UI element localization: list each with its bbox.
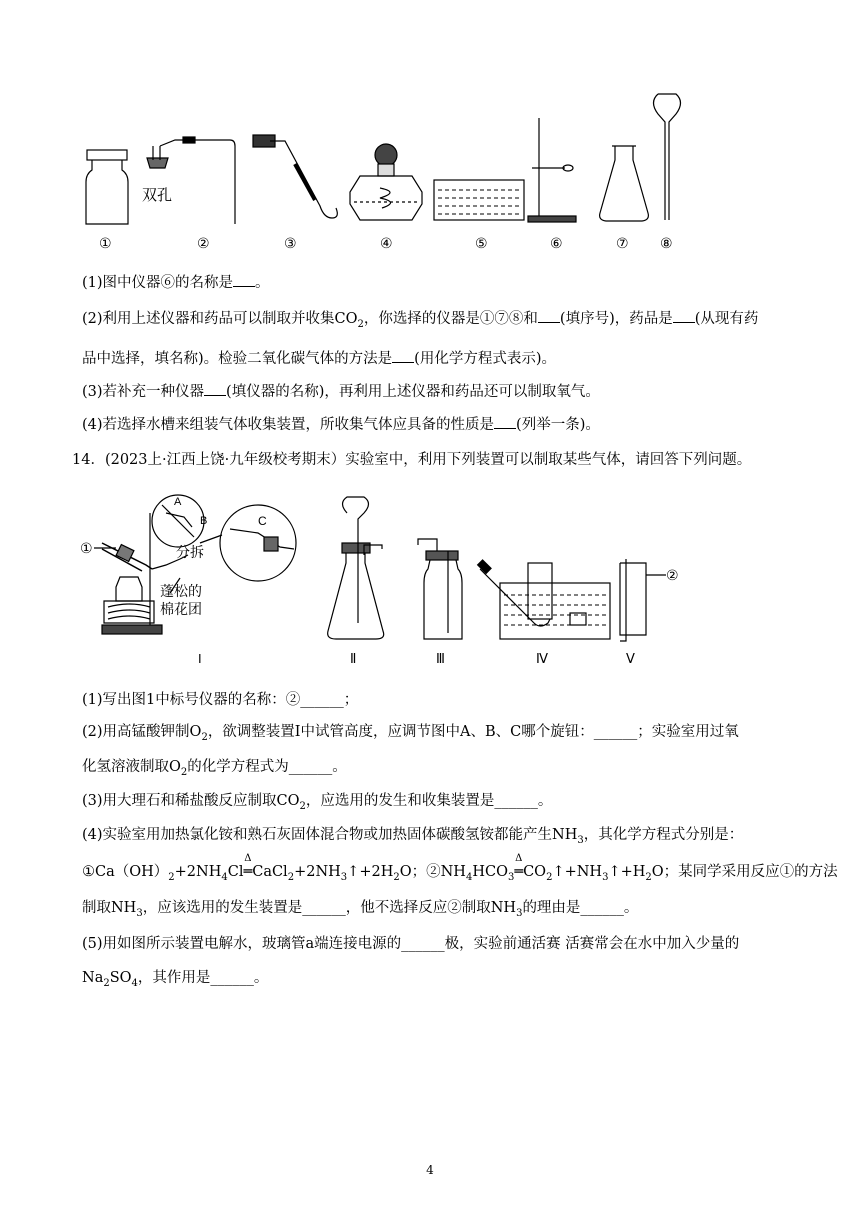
answer-blank[interactable] (673, 308, 695, 323)
answer-blank[interactable] (204, 381, 226, 396)
water-trough-icon (434, 180, 524, 220)
q13-part3: (3)若补充一种仪器 (填仪器的名称)，再利用上述仪器和药品还可以制取氧气。 (82, 381, 600, 402)
long-neck-funnel-icon (654, 94, 681, 220)
q13-part4: (4)若选择水槽来组装气体收集装置，所收集气体应具备的性质是 (列举一条)。 (82, 414, 600, 435)
q14-part2-line2: 化氢溶液制取$O_2$的化学方程式为______。 (82, 759, 347, 778)
bent-tube-stopper-icon (253, 135, 337, 218)
knob-b-label: B (200, 515, 208, 527)
apparatus-v-icon (620, 559, 666, 641)
figure-apparatus-row (70, 88, 790, 263)
q14-part3: (3)用大理石和稀盐酸反应制取$CO_2$，应选用的发生和收集装置是______。 (82, 793, 553, 812)
conical-flask-icon (600, 146, 649, 221)
label-7: ⑦ (616, 235, 629, 251)
q14-part5-line1: (5)用如图所示装置电解水，玻璃管a端连接电源的______极，实验前通活赛 活赛常会在水中加入少量的 (82, 936, 740, 952)
q13-part2-line2: 品中选择，填名称)。检验二氧化碳气体的方法是 (用化学方程式表示)。 (82, 348, 556, 369)
q14-part1: (1)写出图1中标号仪器的名称：②______； (82, 692, 359, 708)
gas-bottle-icon (86, 150, 128, 224)
label-1: ① (99, 235, 112, 251)
label-2: ② (197, 235, 210, 251)
label-i: I (198, 651, 202, 666)
marker-1: ① (80, 540, 93, 556)
label-5: ⑤ (475, 235, 488, 251)
cotton-label-2: 棉花团 (160, 601, 202, 617)
cotton-label-1: 蓬松的 (160, 583, 202, 599)
answer-blank[interactable] (538, 308, 560, 323)
label-ii: Ⅱ (350, 651, 357, 666)
q14-part5-line2: $Na_2SO_4$，其作用是______。 (82, 970, 269, 989)
iron-stand-icon (528, 118, 576, 222)
two-hole-stopper-icon (147, 137, 235, 224)
q13-part1: (1)图中仪器⑥的名称是 。 (82, 272, 270, 293)
label-v: Ⅴ (626, 651, 635, 666)
q14-part2-line1: (2)用高锰酸钾制$O_2$，欲调整装置I中试管高度，应调节图中A、B、C哪个旋钮：______；实验室用过氧 (82, 724, 739, 743)
label-iv: Ⅳ (536, 651, 548, 666)
knob-c-label: C (258, 514, 267, 528)
q14-equations: $①Ca(OH)_2+2NH_4Cl$ Δ $═CaCl_2+2NH_3↑+2H_2O$；$②NH_4HCO_3$ Δ $═CO_2↑+NH_3↑+H_2O$；某同学采用反应①的方法 (82, 853, 838, 883)
heat-sign: Δ ═ (243, 853, 253, 880)
answer-blank[interactable] (392, 348, 414, 363)
q14-part4-line3: 制取$NH_3$，应该选用的发生装置是______，他不选择反应②制取$NH_3$的理由是______。 (82, 900, 639, 919)
two-hole-label: 双孔 (142, 187, 173, 204)
label-3: ③ (284, 235, 297, 251)
fenchai-label: 分拆 (176, 544, 204, 560)
label-6: ⑥ (550, 235, 563, 251)
q14-part4-line1: (4)实验室用加热氯化铵和熟石灰固体混合物或加热固体碳酸氢铵都能产生$NH_3$，其化学方程式分别是： (82, 827, 744, 846)
q14-title: 14．(2023上·江西上饶·九年级校考期末）实验室中，利用下列装置可以制取某些气体，请回答下列问题。 (72, 452, 752, 468)
answer-blank[interactable] (494, 414, 516, 429)
q13-part2-line1: (2)利用上述仪器和药品可以制取并收集$CO_2$，你选择的仪器是①⑦⑧和 (填序号)，药品是 (从现有药 (82, 308, 758, 335)
label-4: ④ (380, 235, 393, 251)
heat-sign: Δ ═ (514, 853, 524, 880)
figure-gas-apparatus (80, 483, 720, 673)
apparatus-iv-icon (478, 560, 610, 639)
label-iii: Ⅲ (436, 651, 445, 666)
label-8: ⑧ (660, 235, 673, 251)
apparatus-iii-icon (418, 539, 462, 639)
knob-a-label: A (174, 496, 182, 508)
marker-2: ② (666, 567, 679, 583)
apparatus-ii-icon (328, 497, 384, 639)
answer-blank[interactable] (233, 272, 255, 287)
alcohol-lamp-icon (350, 144, 422, 220)
page-number: 4 (426, 1163, 434, 1177)
